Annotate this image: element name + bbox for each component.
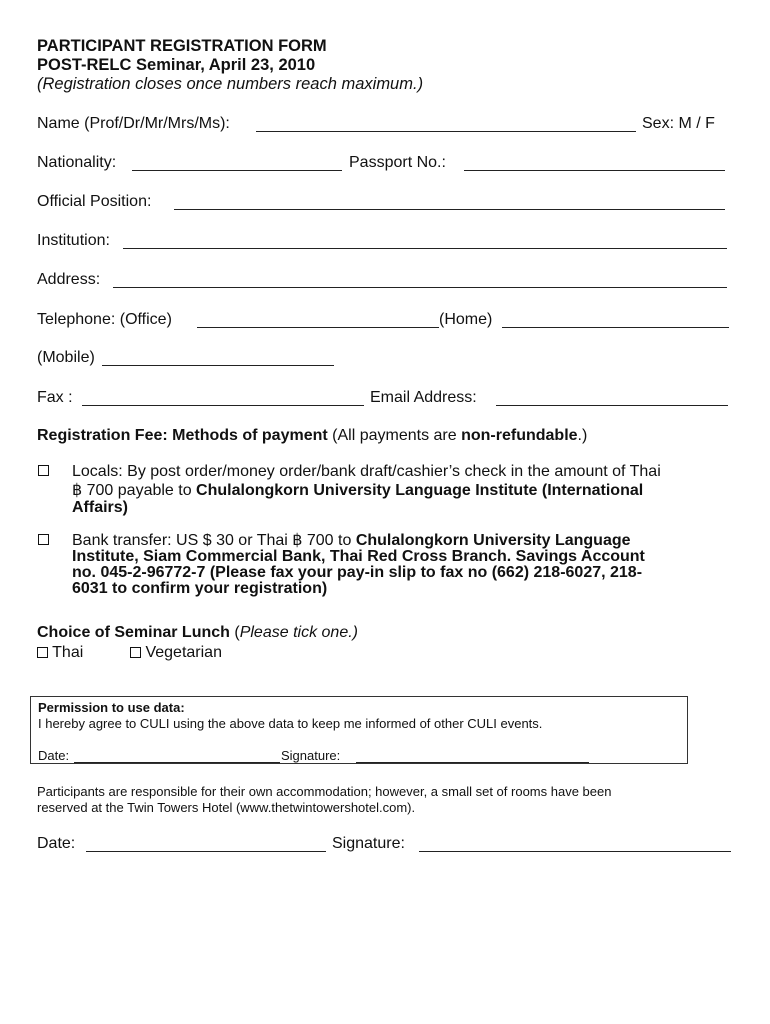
locals-line1: Locals: By post order/money order/bank draft/cashier’s check in the amount of Thai <box>72 463 661 480</box>
position-label: Official Position: <box>37 193 152 210</box>
tel-office-label: Telephone: (Office) <box>37 311 172 328</box>
footer-signature-field[interactable] <box>419 851 731 852</box>
locals-line2 <box>72 482 643 499</box>
bank-line1-bold: Chulalongkorn University Language <box>355 532 631 549</box>
tel-office-field[interactable] <box>197 327 439 328</box>
accommodation-line2: reserved at the Twin Towers Hotel (www.thetwintowershotel.com). <box>37 800 416 815</box>
institution-field[interactable] <box>123 248 727 249</box>
permission-signature-label: Signature: <box>281 748 341 763</box>
accommodation-line1: Participants are responsible for their own accommodation; however, a small set of rooms have been <box>37 784 612 799</box>
bank-line4: 6031 to confirm your registration) <box>72 580 328 597</box>
form-subtitle: POST-RELC Seminar, April 23, 2010 <box>37 56 316 74</box>
fee-heading-bold: Registration Fee: Methods of payment <box>37 427 328 444</box>
locals-line3: Affairs) <box>72 499 129 516</box>
mobile-label: (Mobile) <box>37 349 95 366</box>
form-note: (Registration closes once numbers reach maximum.) <box>37 75 424 93</box>
lunch-heading <box>37 624 358 642</box>
lunch-heading-italic: Please tick one.) <box>239 624 358 641</box>
bank-line1 <box>72 532 631 549</box>
permission-box <box>30 696 688 764</box>
lunch-option-vegetarian[interactable] <box>130 644 222 662</box>
footer-date-field[interactable] <box>86 851 326 852</box>
nationality-field[interactable] <box>132 170 342 171</box>
mobile-field[interactable] <box>102 365 334 366</box>
footer-signature-label: Signature: <box>332 835 405 852</box>
bank-line3: no. 045-2-96772-7 (Please fax your pay-in slip to fax no (662) 218-6027, 218- <box>72 564 643 581</box>
fax-label: Fax : <box>37 389 73 406</box>
passport-label: Passport No.: <box>349 154 446 171</box>
fee-heading-end: .) <box>577 427 588 444</box>
locals-line2-bold: Chulalongkorn University Language Institute (International <box>196 482 644 499</box>
passport-field[interactable] <box>464 170 725 171</box>
fax-field[interactable] <box>82 405 364 406</box>
bank-transfer-checkbox[interactable] <box>38 534 49 545</box>
name-field[interactable] <box>256 131 636 132</box>
address-label: Address: <box>37 271 101 288</box>
position-field[interactable] <box>174 209 725 210</box>
tel-home-label: (Home) <box>439 311 493 328</box>
bank-line1-plain: Bank transfer: US $ 30 or Thai ฿ 700 to <box>72 532 356 549</box>
nationality-label: Nationality: <box>37 154 117 171</box>
form-title: PARTICIPANT REGISTRATION FORM <box>37 37 327 55</box>
permission-date-label: Date: <box>38 748 70 763</box>
lunch-heading-plain: ( <box>229 624 240 641</box>
permission-signature-field[interactable] <box>356 762 589 763</box>
lunch-option-thai[interactable] <box>37 644 83 662</box>
permission-date-field[interactable] <box>74 762 280 763</box>
bank-line2: Institute, Siam Commercial Bank, Thai Red Cross Branch. Savings Account <box>72 548 645 565</box>
permission-title: Permission to use data: <box>38 700 185 715</box>
vegetarian-label: Vegetarian <box>145 644 222 661</box>
institution-label: Institution: <box>37 232 110 249</box>
lunch-heading-bold: Choice of Seminar Lunch <box>37 624 230 641</box>
sex-label: Sex: M / F <box>642 115 715 132</box>
address-field[interactable] <box>113 287 727 288</box>
fee-heading-mid: (All payments are <box>327 427 462 444</box>
thai-checkbox[interactable] <box>37 647 48 658</box>
vegetarian-checkbox[interactable] <box>130 647 141 658</box>
locals-line2-plain: ฿ 700 payable to <box>72 482 197 499</box>
permission-text: I hereby agree to CULI using the above data to keep me informed of other CULI events. <box>38 716 543 731</box>
email-label: Email Address: <box>370 389 477 406</box>
tel-home-field[interactable] <box>502 327 729 328</box>
footer-date-label: Date: <box>37 835 76 852</box>
email-field[interactable] <box>496 405 728 406</box>
name-label: Name (Prof/Dr/Mr/Mrs/Ms): <box>37 115 230 132</box>
fee-heading-nonrefundable: non-refundable <box>461 427 578 444</box>
locals-checkbox[interactable] <box>38 465 49 476</box>
fee-heading <box>37 427 587 445</box>
thai-label: Thai <box>52 644 84 661</box>
